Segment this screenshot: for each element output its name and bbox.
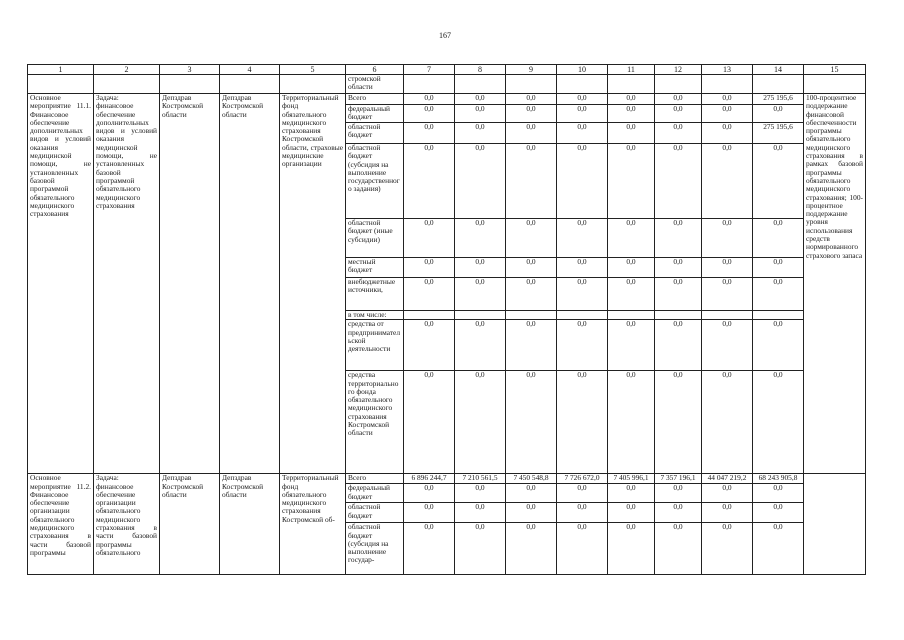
column-number: 10 [557, 65, 608, 75]
value-cell: 0,0 [404, 123, 455, 144]
expected-result: 100-процентное поддержание финансовой обеспеченности программы обязательного медицинского страхования в рамках базовой программы обязательного медицинского страхования; 100-процентное поддержание уровня использования средств нормированного страхового запаса [804, 94, 866, 474]
value-cell: 7 357 196,1 [655, 474, 702, 484]
column-number: 9 [506, 65, 557, 75]
value-cell: 0,0 [655, 258, 702, 278]
measure-name: Основное мероприятие 11.1. Финансовое обеспечение дополнительных видов и условий оказания медицинской помощи, не установленных базовой программой обязательного медицинского страхования [28, 94, 94, 474]
value-cell: 0,0 [608, 258, 655, 278]
value-cell: 68 243 905,8 [753, 474, 804, 484]
value-cell [404, 311, 455, 320]
value-cell: 0,0 [753, 503, 804, 523]
value-cell: 0,0 [455, 94, 506, 105]
value-cell: 0,0 [557, 94, 608, 105]
value-cell: 0,0 [655, 484, 702, 503]
column-number-row [28, 65, 866, 75]
value-cell: 0,0 [753, 320, 804, 371]
measure-executor: Депздрав Костромской области [220, 94, 280, 474]
value-cell: 0,0 [702, 484, 753, 503]
funding-source: в том числе: [346, 311, 404, 320]
value-cell: 0,0 [702, 278, 753, 311]
column-number: 6 [346, 65, 404, 75]
value-cell: 0,0 [506, 94, 557, 105]
value-cell: 0,0 [655, 523, 702, 575]
value-cell: 0,0 [557, 523, 608, 575]
value-cell: 0,0 [753, 219, 804, 258]
value-cell: 0,0 [655, 371, 702, 474]
value-cell: 0,0 [753, 258, 804, 278]
value-cell: 7 405 996,1 [608, 474, 655, 484]
value-cell: 0,0 [557, 105, 608, 123]
column-number: 4 [220, 65, 280, 75]
value-cell: 0,0 [702, 523, 753, 575]
program-funding-table [27, 64, 866, 575]
value-cell: 0,0 [608, 219, 655, 258]
column-number: 8 [455, 65, 506, 75]
value-cell: 0,0 [608, 523, 655, 575]
value-cell: 0,0 [702, 144, 753, 219]
funding-source: Всего [346, 94, 404, 105]
value-cell: 0,0 [557, 123, 608, 144]
funding-source: областной бюджет (субсидия на выполнение государ- [346, 523, 404, 575]
value-cell [608, 311, 655, 320]
value-cell: 0,0 [404, 484, 455, 503]
value-cell: 275 195,6 [753, 94, 804, 105]
value-cell: 0,0 [608, 278, 655, 311]
value-cell [753, 311, 804, 320]
measure-name: Основное мероприятие 11.2. Финансовое обеспечение организации обязательного медицинского страхования в части базовой программы [28, 474, 94, 575]
value-cell: 0,0 [557, 144, 608, 219]
value-cell: 0,0 [753, 105, 804, 123]
funding-source: федеральный бюджет [346, 484, 404, 503]
column-number: 2 [94, 65, 160, 75]
value-cell: 0,0 [506, 503, 557, 523]
value-cell: 0,0 [506, 278, 557, 311]
value-cell [557, 311, 608, 320]
value-cell: 0,0 [404, 94, 455, 105]
measure-coordinator: Депздрав Костромской области [160, 474, 220, 575]
value-cell: 0,0 [557, 484, 608, 503]
funding-source: федеральный бюджет [346, 105, 404, 123]
value-cell: 0,0 [655, 144, 702, 219]
value-cell: 0,0 [608, 484, 655, 503]
funding-source: областной бюджет (субсидия на выполнение государственного задания) [346, 144, 404, 219]
value-cell: 0,0 [404, 320, 455, 371]
value-cell: 0,0 [655, 94, 702, 105]
measure-coordinator: Депздрав Костромской области [160, 94, 220, 474]
measure-participants: Территориальный фонд обязательного медицинского страхования Костромской области, страховые медицинские организации [280, 94, 346, 474]
value-cell: 7 726 672,0 [557, 474, 608, 484]
value-cell: 0,0 [455, 258, 506, 278]
value-cell: 0,0 [404, 371, 455, 474]
value-cell: 0,0 [608, 371, 655, 474]
value-cell: 0,0 [655, 105, 702, 123]
measure-participants: Территориальный фонд обязательного медицинского страхования Костромской об- [280, 474, 346, 575]
measure-task: Задача: финансовое обеспечение дополнительных видов и условий оказания медицинской помощи, не установленных базовой программой обязательного медицинского страхования [94, 94, 160, 474]
measure-executor: Депздрав Костромской области [220, 474, 280, 575]
column-number: 7 [404, 65, 455, 75]
value-cell: 0,0 [455, 278, 506, 311]
value-cell: 0,0 [455, 219, 506, 258]
value-cell: 0,0 [753, 371, 804, 474]
value-cell: 0,0 [506, 123, 557, 144]
funding-source: областной бюджет (иные субсидии) [346, 219, 404, 258]
value-cell: 0,0 [506, 371, 557, 474]
value-cell: 0,0 [608, 320, 655, 371]
value-cell: 0,0 [404, 523, 455, 575]
carryover-source: стромской области [346, 75, 404, 94]
value-cell: 0,0 [702, 503, 753, 523]
value-cell [455, 311, 506, 320]
value-cell: 0,0 [655, 503, 702, 523]
value-cell: 0,0 [702, 94, 753, 105]
value-cell [655, 311, 702, 320]
value-cell: 0,0 [455, 144, 506, 219]
value-cell: 0,0 [702, 371, 753, 474]
value-cell: 0,0 [655, 278, 702, 311]
value-cell: 0,0 [557, 320, 608, 371]
value-cell: 0,0 [753, 278, 804, 311]
column-number: 12 [655, 65, 702, 75]
value-cell: 0,0 [506, 105, 557, 123]
value-cell: 0,0 [455, 123, 506, 144]
value-cell: 0,0 [455, 371, 506, 474]
value-cell: 0,0 [404, 258, 455, 278]
table-row [28, 474, 866, 484]
expected-result [804, 474, 866, 575]
value-cell: 7 450 548,8 [506, 474, 557, 484]
value-cell: 0,0 [753, 144, 804, 219]
value-cell: 0,0 [557, 258, 608, 278]
funding-source: областной бюджет [346, 503, 404, 523]
value-cell: 0,0 [404, 219, 455, 258]
value-cell: 6 896 244,7 [404, 474, 455, 484]
value-cell: 0,0 [404, 105, 455, 123]
value-cell: 0,0 [608, 503, 655, 523]
value-cell: 0,0 [557, 371, 608, 474]
value-cell: 0,0 [753, 484, 804, 503]
value-cell: 0,0 [557, 503, 608, 523]
column-number: 1 [28, 65, 94, 75]
value-cell: 0,0 [655, 123, 702, 144]
value-cell: 0,0 [557, 219, 608, 258]
value-cell: 7 210 561,5 [455, 474, 506, 484]
value-cell: 0,0 [702, 320, 753, 371]
value-cell: 0,0 [655, 219, 702, 258]
column-number: 14 [753, 65, 804, 75]
measure-task: Задача: финансовое обеспечение организации обязательного медицинского страхования в части базовой программы обязательного [94, 474, 160, 575]
value-cell: 0,0 [506, 258, 557, 278]
carryover-row [28, 75, 866, 94]
value-cell: 275 195,6 [753, 123, 804, 144]
funding-source: Всего [346, 474, 404, 484]
value-cell: 44 047 219,2 [702, 474, 753, 484]
value-cell: 0,0 [404, 278, 455, 311]
value-cell: 0,0 [506, 320, 557, 371]
value-cell: 0,0 [608, 105, 655, 123]
funding-source: местный бюджет [346, 258, 404, 278]
value-cell: 0,0 [506, 144, 557, 219]
table-row [28, 94, 866, 105]
value-cell: 0,0 [753, 523, 804, 575]
value-cell: 0,0 [608, 144, 655, 219]
value-cell: 0,0 [608, 123, 655, 144]
funding-source: внебюджетные источники, [346, 278, 404, 311]
value-cell: 0,0 [702, 105, 753, 123]
value-cell: 0,0 [455, 105, 506, 123]
value-cell: 0,0 [455, 320, 506, 371]
value-cell: 0,0 [455, 503, 506, 523]
column-number: 15 [804, 65, 866, 75]
value-cell: 0,0 [557, 278, 608, 311]
value-cell: 0,0 [506, 523, 557, 575]
funding-source: средства от предпринимательской деятельности [346, 320, 404, 371]
column-number: 3 [160, 65, 220, 75]
value-cell: 0,0 [702, 123, 753, 144]
value-cell: 0,0 [455, 523, 506, 575]
value-cell: 0,0 [702, 219, 753, 258]
value-cell [506, 311, 557, 320]
value-cell: 0,0 [702, 258, 753, 278]
funding-source: средства территориального фонда обязательного медицинского страхования Костромской области [346, 371, 404, 474]
value-cell [702, 311, 753, 320]
value-cell: 0,0 [404, 144, 455, 219]
value-cell: 0,0 [608, 94, 655, 105]
page-number: 167 [439, 31, 451, 40]
value-cell: 0,0 [655, 320, 702, 371]
value-cell: 0,0 [506, 484, 557, 503]
column-number: 11 [608, 65, 655, 75]
value-cell: 0,0 [404, 503, 455, 523]
column-number: 5 [280, 65, 346, 75]
value-cell: 0,0 [506, 219, 557, 258]
value-cell: 0,0 [455, 484, 506, 503]
column-number: 13 [702, 65, 753, 75]
funding-source: областной бюджет [346, 123, 404, 144]
